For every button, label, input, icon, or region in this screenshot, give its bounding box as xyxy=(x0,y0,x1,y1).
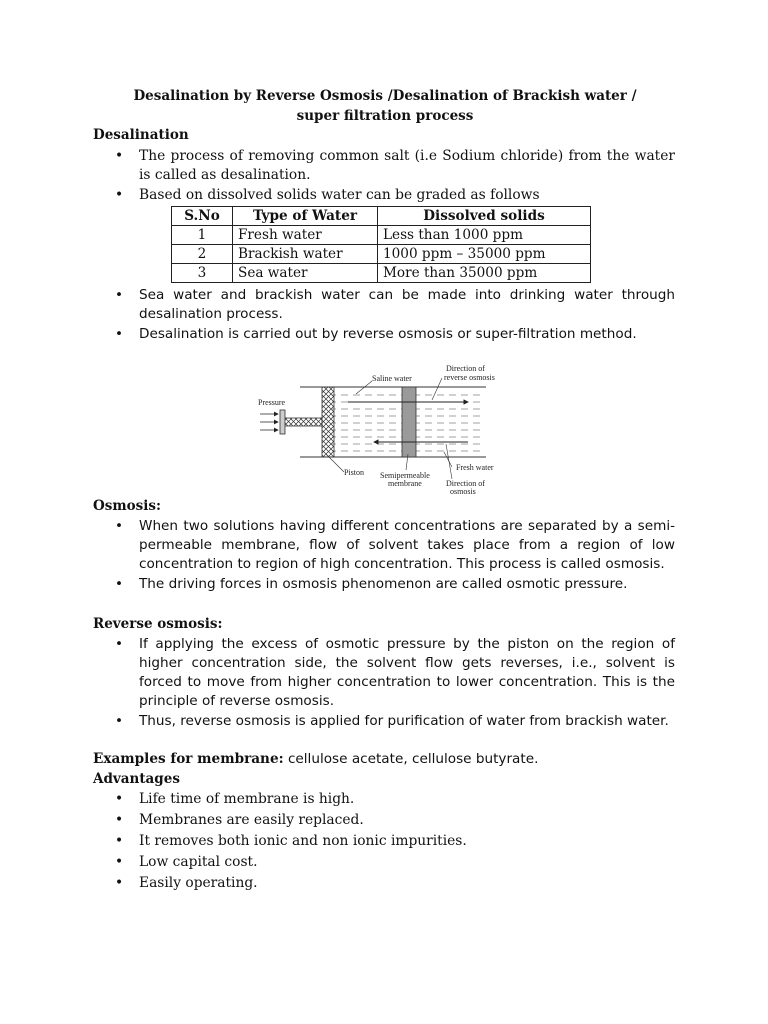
membrane-label: Semipermeable xyxy=(380,471,430,480)
pressure-label: Pressure xyxy=(258,398,286,407)
list-item: • Low capital cost. xyxy=(93,853,675,872)
examples-label: Examples for membrane: xyxy=(93,751,284,767)
piston-icon xyxy=(322,387,334,457)
list-item: • Life time of membrane is high. xyxy=(93,790,675,809)
table-header-row xyxy=(172,207,591,226)
reverse-osmosis-diagram xyxy=(256,364,526,498)
list-item: • The driving forces in osmosis phenomenon are called osmotic pressure. xyxy=(93,575,675,594)
water-grade-table xyxy=(171,206,591,283)
table-row xyxy=(172,264,591,283)
direction-reverse-label: reverse osmosis xyxy=(444,373,495,382)
reverse-osmosis-heading: Reverse osmosis: xyxy=(93,616,223,632)
table-cell: 3 xyxy=(172,264,233,283)
examples-text: cellulose acetate, cellulose butyrate. xyxy=(283,751,539,767)
desalination-heading: Desalination xyxy=(93,127,189,143)
table-header: Dissolved solids xyxy=(378,207,591,226)
table-cell: Less than 1000 ppm xyxy=(378,226,591,245)
membrane-icon xyxy=(402,387,416,457)
reverse-osmosis-list xyxy=(93,635,675,732)
title-line-2: super filtration process xyxy=(296,108,474,124)
desalination-list-1 xyxy=(93,147,675,206)
membrane-label: membrane xyxy=(388,479,422,488)
list-item: • The process of removing common salt (i.e Sodium chloride) from the water is called as desalination. xyxy=(93,147,675,185)
list-item: • Thus, reverse osmosis is applied for purification of water from brackish water. xyxy=(93,712,675,731)
piston-rod-icon xyxy=(284,418,322,426)
fresh-water-label: Fresh water xyxy=(456,463,494,472)
table-cell: 1 xyxy=(172,226,233,245)
direction-osmosis-label: osmosis xyxy=(450,487,476,496)
table-cell: Fresh water xyxy=(233,226,378,245)
list-item: • When two solutions having different concentrations are separated by a semi-permeable membrane, flow of solvent takes place from a region of low concentration to region of high concentration. This process is called osmosis. xyxy=(93,517,675,574)
table-header: S.No xyxy=(172,207,233,226)
direction-osmosis-label: Direction of xyxy=(446,479,485,488)
list-item: • Sea water and brackish water can be made into drinking water through desalination process. xyxy=(93,286,675,324)
list-item: • If applying the excess of osmotic pressure by the piston on the region of higher concentration side, the solvent flow gets reverses, i.e., solvent is forced to move from higher concentration to lower concentration. This is the principle of reverse osmosis. xyxy=(93,635,675,711)
osmosis-list xyxy=(93,517,675,595)
page-title xyxy=(95,86,675,126)
direction-reverse-label: Direction of xyxy=(446,364,485,373)
osmosis-heading: Osmosis: xyxy=(93,498,161,514)
table-header: Type of Water xyxy=(233,207,378,226)
examples-line xyxy=(93,750,538,769)
table-cell: 2 xyxy=(172,245,233,264)
list-item: • Desalination is carried out by reverse osmosis or super-filtration method. xyxy=(93,325,675,344)
piston-label: Piston xyxy=(344,468,365,477)
table-cell: 1000 ppm – 35000 ppm xyxy=(378,245,591,264)
table-row xyxy=(172,226,591,245)
table-cell: More than 35000 ppm xyxy=(378,264,591,283)
table-row xyxy=(172,245,591,264)
advantages-heading: Advantages xyxy=(93,771,180,787)
piston-handle-icon xyxy=(280,410,285,434)
desalination-list-2 xyxy=(93,286,675,345)
list-item: • It removes both ionic and non ionic impurities. xyxy=(93,832,675,851)
table-cell: Brackish water xyxy=(233,245,378,264)
list-item: • Easily operating. xyxy=(93,874,675,893)
advantages-list xyxy=(93,790,675,895)
saline-water-label: Saline water xyxy=(372,374,412,383)
title-line-1: Desalination by Reverse Osmosis /Desalination of Brackish water / xyxy=(133,88,637,104)
list-item: • Based on dissolved solids water can be graded as follows xyxy=(93,186,675,205)
table-cell: Sea water xyxy=(233,264,378,283)
list-item: • Membranes are easily replaced. xyxy=(93,811,675,830)
